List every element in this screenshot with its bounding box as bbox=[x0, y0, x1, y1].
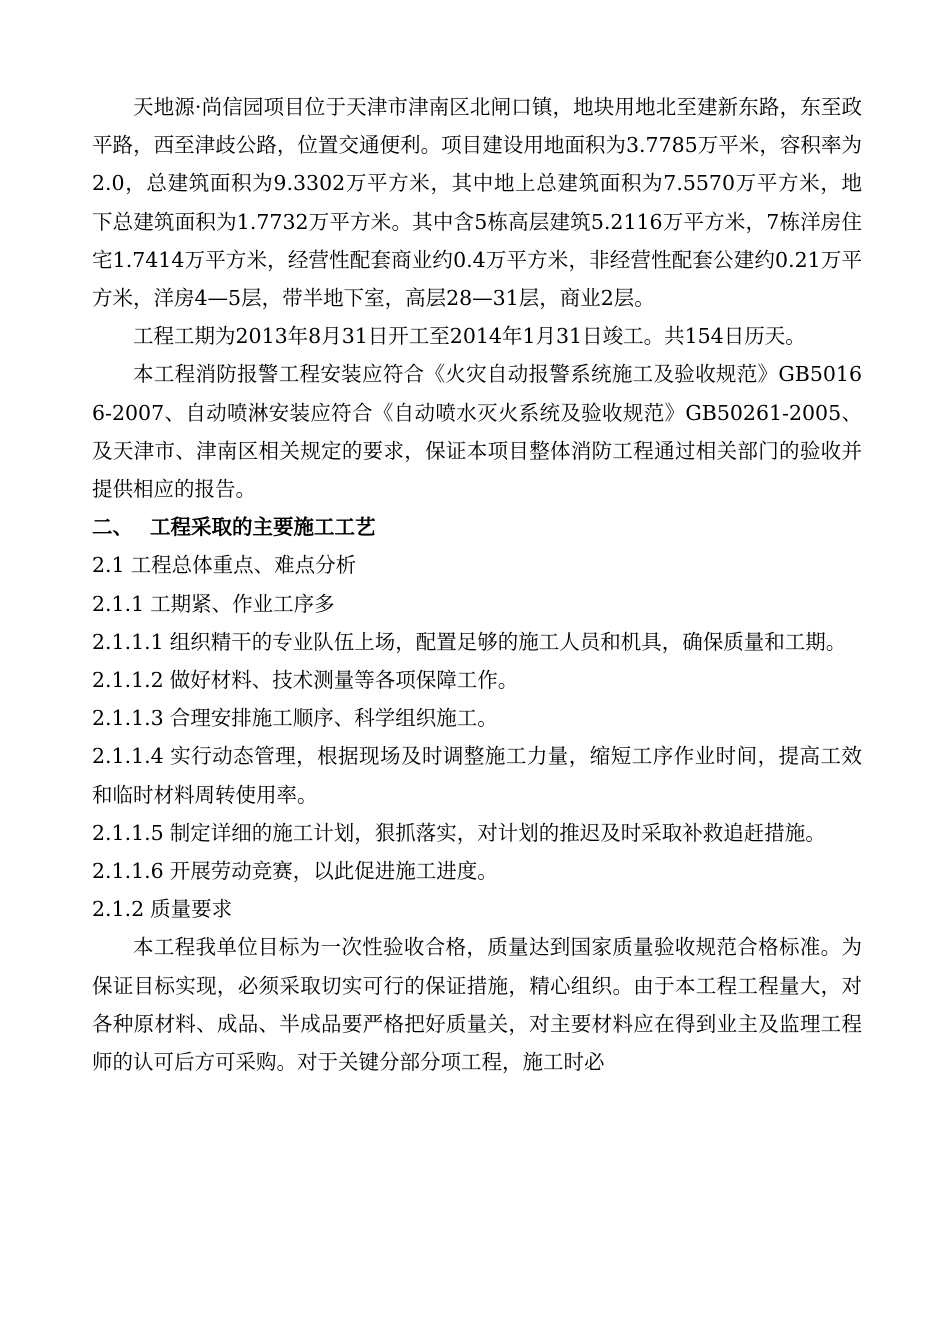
item-text: 开展劳动竞赛，以此促进施工进度。 bbox=[169, 859, 498, 884]
item-number: 2.1.1.1 bbox=[92, 629, 164, 654]
item-text: 质量要求 bbox=[150, 897, 233, 922]
list-item bbox=[92, 623, 862, 661]
section-heading bbox=[92, 508, 862, 546]
item-text: 合理安排施工顺序、科学组织施工。 bbox=[169, 706, 498, 731]
item-number: 2.1.1.3 bbox=[92, 706, 164, 731]
item-text: 工程总体重点、难点分析 bbox=[130, 553, 357, 578]
document-body bbox=[92, 88, 862, 1081]
list-item bbox=[92, 852, 862, 890]
quality-paragraph: 本工程我单位目标为一次性验收合格，质量达到国家质量验收规范合格标准。为保证目标实现，必须采取切实可行的保证措施，精心组织。由于本工程工程量大，对各种原材料、成品、半成品要严格把好质量关，对主要材料应在得到业主及监理工程师的认可后方可采购。对于关键分部分项工程，施工时必 bbox=[92, 935, 862, 1075]
list-item bbox=[92, 661, 862, 699]
item-text: 做好材料、技术测量等各项保障工作。 bbox=[169, 668, 519, 693]
item-text: 工期紧、作业工序多 bbox=[150, 591, 335, 616]
item-number: 2.1.1.4 bbox=[92, 744, 164, 769]
item-number: 2.1.1.2 bbox=[92, 668, 164, 693]
list-item bbox=[92, 546, 862, 584]
item-number: 2.1.2 bbox=[92, 897, 145, 922]
section-heading-title: 工程采取的主要施工工艺 bbox=[150, 515, 376, 540]
schedule-paragraph: 工程工期为2013年8月31日开工至2014年1月31日竣工。共154日历天。 bbox=[133, 324, 806, 349]
item-number: 2.1.1.6 bbox=[92, 859, 164, 884]
list-item bbox=[92, 814, 862, 852]
project-overview-paragraph: 天地源·尚信园项目位于天津市津南区北闸口镇，地块用地北至建新东路，东至政平路，西至津歧公路，位置交通便利。项目建设用地面积为3.7785万平米，容积率为2.0，总建筑面积为9.3302万平方米，其中地上总建筑面积为7.5570万平方米，地下总建筑面积为1.7732万平方米。其中含5栋高层建筑5.2116万平方米，7栋洋房住宅1.7414万平方米，经营性配套商业约0.4万平方米，非经营性配套公建约0.21万平方米，洋房4—5层，带半地下室，高层28—31层，商业2层。 bbox=[92, 95, 862, 311]
list-item bbox=[92, 699, 862, 737]
item-number: 2.1.1 bbox=[92, 591, 145, 616]
list-item bbox=[92, 737, 862, 813]
item-number: 2.1.1.5 bbox=[92, 820, 164, 845]
item-text: 实行动态管理，根据现场及时调整施工力量，缩短工序作业时间，提高工效和临时材料周转使用率。 bbox=[92, 744, 862, 807]
section-heading-number: 二、 bbox=[92, 515, 133, 540]
item-number: 2.1 bbox=[92, 553, 125, 578]
list-item bbox=[92, 890, 862, 928]
item-text: 组织精干的专业队伍上场，配置足够的施工人员和机具，确保质量和工期。 bbox=[169, 629, 847, 654]
item-text: 制定详细的施工计划，狠抓落实，对计划的推迟及时采取补救追赶措施。 bbox=[169, 820, 826, 845]
list-item bbox=[92, 585, 862, 623]
standards-paragraph: 本工程消防报警工程安装应符合《火灾自动报警系统施工及验收规范》GB50166-2007、自动喷淋安装应符合《自动喷水灭火系统及验收规范》GB50261-2005、及天津市、津南区相关规定的要求，保证本项目整体消防工程通过相关部门的验收并提供相应的报告。 bbox=[92, 362, 862, 502]
